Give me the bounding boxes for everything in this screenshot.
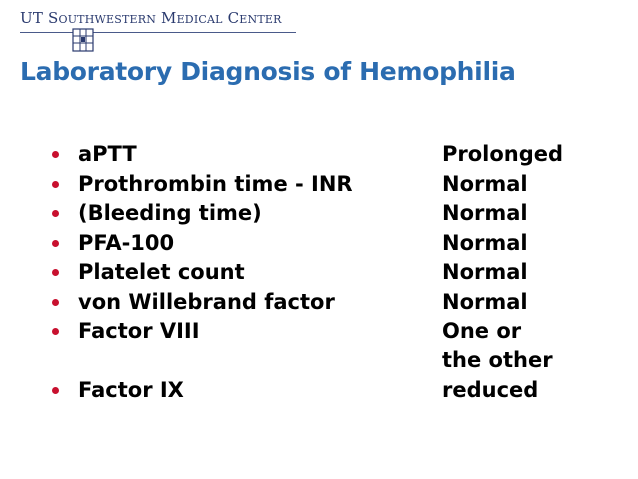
test-result: Normal bbox=[442, 230, 528, 255]
test-label: Platelet count bbox=[78, 260, 245, 284]
test-label: Factor VIII bbox=[78, 319, 200, 343]
bullet-icon bbox=[52, 387, 59, 394]
bullet-icon bbox=[52, 240, 59, 247]
test-label: (Bleeding time) bbox=[78, 201, 262, 225]
bullet-icon bbox=[52, 328, 59, 335]
bullet-icon bbox=[52, 210, 59, 217]
test-label: Prothrombin time - INR bbox=[78, 171, 353, 196]
bullet-icon bbox=[52, 151, 59, 158]
table-row bbox=[52, 199, 612, 229]
table-row bbox=[52, 140, 612, 170]
test-label: Factor IX bbox=[78, 378, 184, 402]
test-label: von Willebrand factor bbox=[78, 289, 335, 314]
table-row bbox=[52, 317, 612, 376]
table-row bbox=[52, 229, 612, 259]
bullet-icon bbox=[52, 299, 59, 306]
test-result: Normal bbox=[442, 260, 528, 284]
test-result: One or the other bbox=[442, 319, 553, 372]
diagnosis-table bbox=[52, 140, 612, 406]
table-row bbox=[52, 376, 612, 406]
organization-logo-text: UT Southwestern Medical Center bbox=[20, 9, 282, 27]
test-result: Normal bbox=[442, 201, 528, 225]
test-result: Normal bbox=[442, 171, 528, 196]
table-row bbox=[52, 170, 612, 200]
table-row bbox=[52, 258, 612, 288]
test-result: Prolonged bbox=[442, 142, 564, 166]
logo-divider bbox=[20, 32, 296, 33]
bullet-icon bbox=[52, 181, 59, 188]
test-label: PFA-100 bbox=[78, 230, 175, 255]
table-row bbox=[52, 288, 612, 318]
ut-southwestern-seal-icon bbox=[70, 27, 96, 53]
test-label: aPTT bbox=[78, 142, 137, 166]
test-result: reduced bbox=[442, 378, 539, 402]
test-result: Normal bbox=[442, 289, 528, 314]
page-title: Laboratory Diagnosis of Hemophilia bbox=[20, 57, 516, 86]
bullet-icon bbox=[52, 269, 59, 276]
